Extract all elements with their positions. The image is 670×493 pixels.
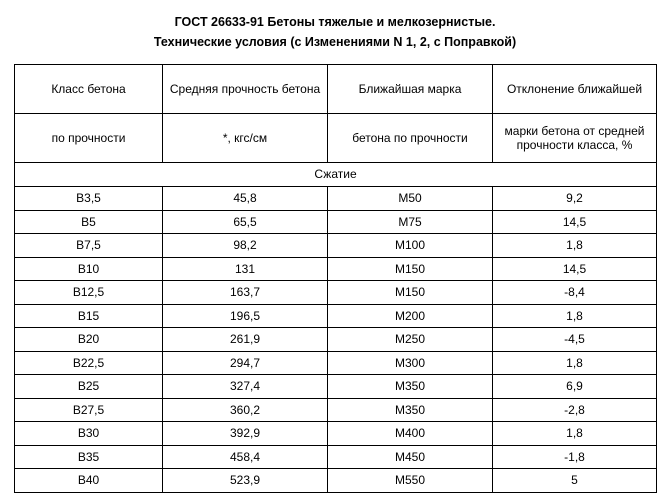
header-class-bottom: по прочности <box>15 114 163 163</box>
cell-deviation: 1,8 <box>493 234 657 258</box>
cell-grade: М150 <box>328 257 493 281</box>
cell-strength: 131 <box>163 257 328 281</box>
cell-class: В3,5 <box>15 187 163 211</box>
cell-deviation: 1,8 <box>493 304 657 328</box>
cell-deviation: -4,5 <box>493 328 657 352</box>
cell-grade: М300 <box>328 351 493 375</box>
header-class-top: Класс бетона <box>15 65 163 114</box>
table-row <box>15 210 657 234</box>
table-row <box>15 445 657 469</box>
cell-strength: 98,2 <box>163 234 328 258</box>
cell-class: В22,5 <box>15 351 163 375</box>
cell-class: В25 <box>15 375 163 399</box>
cell-strength: 45,8 <box>163 187 328 211</box>
cell-strength: 196,5 <box>163 304 328 328</box>
cell-deviation: 1,8 <box>493 351 657 375</box>
cell-grade: М450 <box>328 445 493 469</box>
cell-grade: М250 <box>328 328 493 352</box>
cell-strength: 261,9 <box>163 328 328 352</box>
cell-strength: 294,7 <box>163 351 328 375</box>
document-title <box>0 0 670 52</box>
cell-deviation: -2,8 <box>493 398 657 422</box>
cell-deviation: 14,5 <box>493 257 657 281</box>
cell-grade: М200 <box>328 304 493 328</box>
header-strength-top: Средняя прочность бетона <box>163 65 328 114</box>
cell-grade: М350 <box>328 375 493 399</box>
concrete-class-table <box>14 64 657 493</box>
table-row <box>15 304 657 328</box>
header-grade-top: Ближайшая марка <box>328 65 493 114</box>
header-grade-bottom: бетона по прочности <box>328 114 493 163</box>
table-header-row-bottom <box>15 114 657 163</box>
cell-strength: 327,4 <box>163 375 328 399</box>
table-row <box>15 351 657 375</box>
cell-class: В10 <box>15 257 163 281</box>
cell-grade: М100 <box>328 234 493 258</box>
table-container <box>0 64 670 493</box>
cell-strength: 360,2 <box>163 398 328 422</box>
section-label: Сжатие <box>15 163 657 187</box>
table-row <box>15 187 657 211</box>
cell-class: В27,5 <box>15 398 163 422</box>
table-row <box>15 375 657 399</box>
cell-class: В30 <box>15 422 163 446</box>
cell-class: В7,5 <box>15 234 163 258</box>
cell-grade: М550 <box>328 469 493 493</box>
table-row <box>15 281 657 305</box>
cell-deviation: -8,4 <box>493 281 657 305</box>
table-row <box>15 398 657 422</box>
cell-deviation: 14,5 <box>493 210 657 234</box>
cell-deviation: 1,8 <box>493 422 657 446</box>
cell-class: В40 <box>15 469 163 493</box>
title-line-1: ГОСТ 26633-91 Бетоны тяжелые и мелкозернистые. <box>174 15 496 29</box>
header-strength-bottom: *, кгс/см <box>163 114 328 163</box>
cell-strength: 65,5 <box>163 210 328 234</box>
cell-deviation: 9,2 <box>493 187 657 211</box>
cell-deviation: 5 <box>493 469 657 493</box>
table-row <box>15 469 657 493</box>
title-line-2: Технические условия (с Изменениями N 1, 2, с Поправкой) <box>153 35 517 49</box>
cell-strength: 458,4 <box>163 445 328 469</box>
cell-grade: М50 <box>328 187 493 211</box>
header-deviation-bottom: марки бетона от средней прочности класса, % <box>493 114 657 163</box>
cell-deviation: 6,9 <box>493 375 657 399</box>
header-deviation-top: Отклонение ближайшей <box>493 65 657 114</box>
table-row <box>15 257 657 281</box>
table-header <box>15 65 657 163</box>
cell-strength: 163,7 <box>163 281 328 305</box>
cell-class: В5 <box>15 210 163 234</box>
section-row <box>15 163 657 187</box>
cell-class: В12,5 <box>15 281 163 305</box>
table-row <box>15 234 657 258</box>
cell-grade: М400 <box>328 422 493 446</box>
table-body <box>15 163 657 493</box>
cell-deviation: -1,8 <box>493 445 657 469</box>
cell-class: В20 <box>15 328 163 352</box>
table-row <box>15 328 657 352</box>
cell-class: В35 <box>15 445 163 469</box>
table-row <box>15 422 657 446</box>
cell-strength: 523,9 <box>163 469 328 493</box>
cell-grade: М150 <box>328 281 493 305</box>
cell-grade: М350 <box>328 398 493 422</box>
cell-class: В15 <box>15 304 163 328</box>
table-header-row-top <box>15 65 657 114</box>
cell-strength: 392,9 <box>163 422 328 446</box>
cell-grade: М75 <box>328 210 493 234</box>
